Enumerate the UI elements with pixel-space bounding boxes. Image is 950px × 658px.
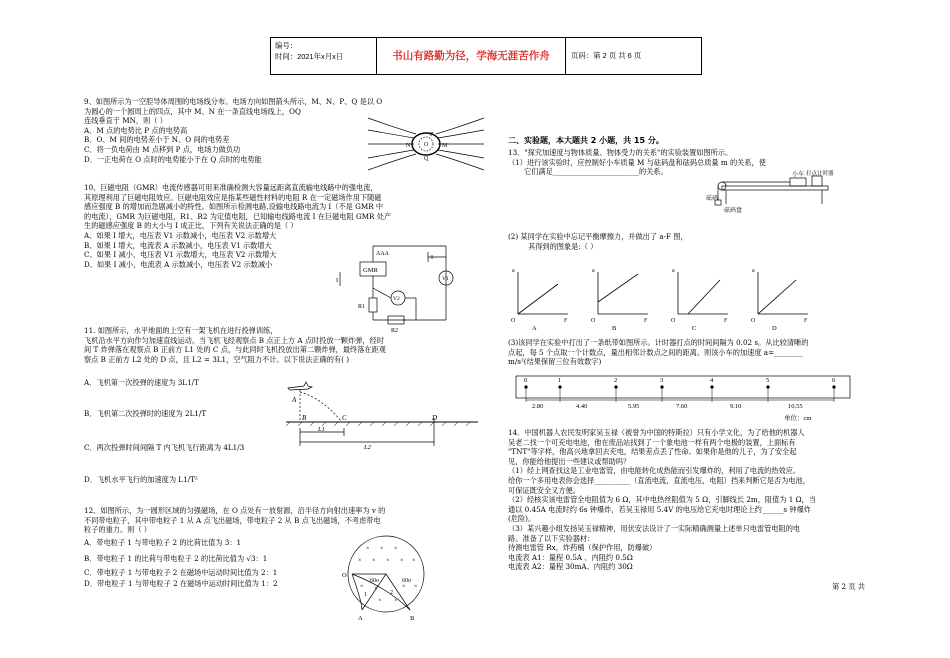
q14-line-9: 通以 0.45A 电流时约 6s 钟爆炸，若吴玉禄用 5.4V 的电压给它充电时理论上约______s 钟爆炸 xyxy=(508,504,811,514)
header-time-label: 时间：2021年x月x日 xyxy=(275,52,344,61)
q14-line-14: 电流表 A1：量程 0.5A 、内阻约 0.5Ω xyxy=(508,552,633,562)
q14-line-8: （2）经核实该电雷管全电阻值为 6 Ω，其中电热丝阻值为 5 Ω，引脚线长 2m，阻值为 1 Ω，当 xyxy=(508,495,816,505)
q13-part3 xyxy=(508,338,908,367)
q10-option-b: B、如果 I 增大，电流表 A 示数减小，电压表 V1 示数增大 xyxy=(84,240,272,250)
q9-label-q: Q xyxy=(424,156,429,162)
q10-label-v2: V2 xyxy=(393,296,400,302)
q12-option-c: C．带电粒子 1 与带电粒子 2 在磁场中运动时间比值为 2：1 xyxy=(84,568,278,577)
q12-label-b: B xyxy=(410,615,415,622)
svg-text:×: × xyxy=(414,584,418,590)
tape-unit: 单位：cm xyxy=(784,415,812,422)
q12-stem-1: 12、如图所示，为一圆形区域的匀强磁场，在 O 点处有一放射源，沿半径方向射出速率为 v 的 xyxy=(84,506,386,515)
svg-text:×: × xyxy=(400,558,404,564)
tape-point-5: 5 xyxy=(766,377,770,384)
header-motto: 书山有路勤为径，学海无涯苦作舟 xyxy=(377,38,566,74)
svg-text:×: × xyxy=(402,584,406,590)
graph-b-label: B xyxy=(612,325,617,332)
q13-label-timer: 打点计时器 xyxy=(806,171,834,177)
tape-dist-2: 4.40 xyxy=(576,403,588,410)
q14-line-15: 电流表 A2：量程 30mA、内阻约 30Ω xyxy=(508,562,633,572)
tape-point-4: 4 xyxy=(710,377,714,384)
q14-line-7: 可保证既安全又方便。 xyxy=(508,485,580,495)
q11-label-l1: L1 xyxy=(318,426,325,433)
q12-label-angle-2: 60o xyxy=(402,578,411,584)
q10-label-r1: R1 xyxy=(358,304,366,310)
q11-stem-2: 飞机沿水平方向作匀加速直线运动。当飞机飞经观察点 B 点正上方 A 点时投放一颗炸弹，经时 xyxy=(84,335,384,345)
graph-b-axis-f: F xyxy=(644,318,648,324)
q12-stem-3: 粒子的重力。则（ ） xyxy=(84,525,151,535)
q13-part1-a: （1）进行该实验时，应控制好小车质量 M 与砝码盘和砝码总质量 m 的关系，使 xyxy=(508,157,766,167)
graph-d-label: D xyxy=(772,325,777,332)
graph-c-origin: O xyxy=(671,318,676,324)
q10-label-aaa: AAA xyxy=(376,251,389,257)
q9-stem-2: 为圆心的一个圆周上的四点，其中 M、N 在一条直线电场线上，OQ xyxy=(84,106,301,116)
page-header xyxy=(270,37,702,75)
q13-label-cart: 小车 xyxy=(792,172,805,178)
q10-stem-1: 10、巨磁电阻（GMR）电流传感器可用来准确检测大容量远距离直流输电线路中的强电流， xyxy=(84,183,378,192)
q11-label-b: B xyxy=(302,414,307,422)
q9-label-m: M xyxy=(442,143,448,149)
q13-part2-b: 其得到的图象是:（ ） xyxy=(528,241,598,251)
q14-line-4: 见，你能给他提出一些建议或帮助吗？ xyxy=(508,456,631,466)
q9-option-d: D．一正电荷在 O 点时的电势能小于在 Q 点时的电势能 xyxy=(84,154,262,164)
q11-option-b: B．飞机第二次投弹时的速度为 2L1/T xyxy=(84,409,207,418)
q14-line-5: （1）经上网查找这是工业电雷管，由电能转化成热能而引发爆炸的，利用了电流的热效应。 xyxy=(508,466,801,476)
q12-option-b: B．带电粒子 1 的比荷与带电粒子 2 的比荷比值为 √3：1 xyxy=(84,554,268,563)
header-number-label: 编号： xyxy=(275,41,298,50)
q12-option-a: A．带电粒子 1 与带电粒子 2 的比荷比值为 3：1 xyxy=(84,538,242,547)
question-14 xyxy=(508,428,908,572)
q13-label-weight-tray: 砝码盘 xyxy=(724,208,743,214)
q10-stem-5: 生的磁感应强度 B 的大小与 I 成正比，下列有关说法正确的是（ ） xyxy=(84,221,298,231)
q11-label-d: D xyxy=(432,414,438,422)
q13-part3-a: (3)该同学在实验中打出了一条纸带如图所示。计时器打点的时间间隔为 0.02 s。从比较清晰的 xyxy=(508,338,809,347)
svg-text:×: × xyxy=(374,586,378,592)
q10-label-v1: V1 xyxy=(442,276,449,282)
q14-line-6: 给你一个多用电表你会选择__________（直流电流，直流电压，电阻）挡来判断它是否为电池， xyxy=(508,475,810,485)
q9-label-o: O xyxy=(424,142,429,148)
tape-dist-1: 2.80 xyxy=(532,403,544,410)
tape-dist-6: 10.55 xyxy=(788,403,803,410)
q11-stem-3: 间 T 炸弹落在观察点 B 正前方 L1 处的 C 点，与此同时飞机投放出第二颗炸弹，最终落在距观 xyxy=(84,345,386,355)
svg-text:×: × xyxy=(358,558,362,564)
tape-dist-5: 9.10 xyxy=(730,403,742,410)
q13-part2-a: (2) 某同学在实验中忘记平衡摩擦力，并做出了 a-F 图， xyxy=(508,232,688,241)
q9-option-a: A．M 点的电势比 P 点的电势高 xyxy=(84,125,188,135)
graph-d-axis-f: F xyxy=(804,318,808,324)
svg-text:×: × xyxy=(394,546,398,552)
graph-b-axis-a: a xyxy=(592,268,595,274)
svg-text:×: × xyxy=(394,598,398,604)
svg-text:×: × xyxy=(372,558,376,564)
q11-option-d: D．飞机水平飞行的加速度为 L1/T² xyxy=(84,475,198,484)
svg-text:×: × xyxy=(378,598,382,604)
svg-text:×: × xyxy=(366,546,370,552)
graph-a-label: A xyxy=(532,325,537,332)
q12-option-d: D．带电粒子 1 与带电粒子 2 在磁场中运动时间比值为 1：2 xyxy=(84,579,278,588)
q14-line-10: (危险)。 xyxy=(508,514,536,524)
tape-point-1: 1 xyxy=(558,377,562,384)
svg-text:×: × xyxy=(360,584,364,590)
q9-option-c: C．将一负电荷由 M 点移到 P 点，电场力做负功 xyxy=(84,144,241,154)
q14-line-11: （3）某兴趣小组发扬吴玉禄精神，用伏安法设计了一实际精确测量上述单只电雷管电阻的电 xyxy=(508,523,801,533)
q13-paper-tape xyxy=(512,368,852,422)
q12-label-1: 1 xyxy=(364,592,367,598)
graph-a-axis-a: a xyxy=(512,268,515,274)
q10-label-r2: R2 xyxy=(391,328,399,334)
tape-point-0: 0 xyxy=(524,377,528,384)
q10-option-c: C、如果 I 减小，电压表 V1 示数增大，电压表 V2 示数增大 xyxy=(84,250,277,260)
graph-d-axis-a: a xyxy=(752,268,755,274)
q10-label-i: I xyxy=(336,277,339,284)
svg-text:×: × xyxy=(412,558,416,564)
q10-circuit-figure xyxy=(336,242,458,334)
q12-label-angle-1: 60o xyxy=(370,578,379,584)
graph-c-axis-a: a xyxy=(672,268,675,274)
q9-label-p: P xyxy=(430,132,434,138)
q13-part2 xyxy=(508,232,838,251)
q13-apparatus-figure xyxy=(706,170,832,216)
q13-label-weights: 砝码 xyxy=(706,196,719,202)
q13-part3-c: m/s²(结果保留三位有效数字) xyxy=(508,357,602,367)
question-12 xyxy=(84,506,494,535)
graph-b-origin: O xyxy=(591,318,596,324)
q13-af-graphs xyxy=(508,262,808,332)
q10-option-d: D、如果 I 减小，电流表 A 示数减小，电压表 V2 示数减小 xyxy=(84,259,273,269)
tape-dist-4: 7.60 xyxy=(676,403,688,410)
q11-bomber-figure xyxy=(282,378,482,450)
graph-a-axis-f: F xyxy=(564,318,568,324)
q14-line-13: 待测电雷管 Rx，炸药桶（保护作用，防爆破） xyxy=(508,543,657,553)
tape-dist-3: 5.95 xyxy=(628,403,640,410)
q10-stem-2: 其原理利用了巨磁电阻效应。巨磁电阻效应是指某些磁性材料的电阻 R 在一定磁场作用下随磁 xyxy=(84,192,382,202)
q13-part1-b: 它们满足________________________的关系。 xyxy=(524,167,668,177)
q12-stem-2: 不同带电粒子，其中带电粒子 1 从 A 点飞出磁场，带电粒子 2 从 B 点飞出磁场，不考虑带电 xyxy=(84,515,381,525)
tape-point-3: 3 xyxy=(660,377,664,384)
q14-line-1: 14．中国机器人农民发明家吴玉禄（被誉为中国的特斯拉）只有小学文化，为了给他的机器人 xyxy=(508,428,805,437)
graph-d-origin: O xyxy=(751,318,756,324)
q13-stem: 13．"探究加速度与物体质量、物体受力的关系"的实验装置如图所示。 xyxy=(508,148,733,157)
tape-point-2: 2 xyxy=(614,377,618,384)
q9-stem-1: 9、如图所示为一空腔导体周围的电场线分布。电场方向如图箭头所示，M、N、P、Q 是以 O xyxy=(84,97,383,106)
header-page-info: 页码：第 2 页 共 6 页 xyxy=(571,51,642,60)
q11-label-c: C xyxy=(342,414,347,422)
q9-option-b: B．O、M 间的电势差小于 N、O 间的电势差 xyxy=(84,135,230,145)
q10-label-gmr: GMR xyxy=(363,267,378,274)
q14-line-3: "TNT"等字样，他高兴地拿回去充电，结果差点丢了性命。如果你是他的儿子，为了安全起 xyxy=(508,447,797,457)
q11-stem-1: 11. 如图所示，水平地面的上空有一架飞机在进行投弹训练， xyxy=(84,326,278,335)
section-experiment-title: 二、实验题，本大题共 2 小题，共 15 分。 xyxy=(508,136,664,145)
q11-label-a: A xyxy=(292,396,297,404)
q9-label-n: N xyxy=(406,143,411,149)
q11-option-c: C．两次投弹时间间隔 T 内飞机飞行距离为 4L1/3 xyxy=(84,443,245,452)
svg-text:×: × xyxy=(386,558,390,564)
q14-line-2: 吴老二找一个可充电电池，他在废品站找到了一个象电池一样有两个电极的装置，上面标有 xyxy=(508,437,796,447)
q12-label-o: O xyxy=(342,572,347,579)
graph-a-origin: O xyxy=(511,318,516,324)
graph-c-axis-f: F xyxy=(724,318,728,324)
tape-point-6: 6 xyxy=(832,377,836,384)
q13-part3-b: 点起，每 5 个点取一个计数点，量出相邻计数点之间的距离。则该小车的加速度 a=________ xyxy=(508,347,803,357)
q10-stem-3: 感应强度 B 的增加而急剧减小的特性。如图所示检测电路,设输电线路电流为 I（不是 GMR 中 xyxy=(84,202,384,212)
q9-field-figure xyxy=(366,110,486,180)
q12-magnetic-field-figure xyxy=(338,532,438,624)
question-11 xyxy=(84,326,494,364)
q9-stem-3: 连线垂直于 MN，则（ ） xyxy=(84,116,167,126)
q14-line-12: 路。准备了以下实验器材： xyxy=(508,533,595,543)
q10-stem-4: 的电流），GMR 为巨磁电阻，R1、R2 为定值电阻，已知输电线路电流 I 在巨磁电阻 GMR 处产 xyxy=(84,211,392,221)
q10-option-a: A、如果 I 增大，电压表 V1 示数减小，电压表 V2 示数增大 xyxy=(84,230,277,240)
svg-text:×: × xyxy=(380,546,384,552)
header-meta xyxy=(271,38,377,74)
page-footer: 第 2 页 共 xyxy=(832,582,865,591)
graph-c-label: C xyxy=(692,325,697,332)
q12-label-2: 2 xyxy=(390,590,393,596)
q11-stem-4: 察点 B 正前方 L2 处的 D 点，且 L2 = 3L1，空气阻力不计。以下说法正确的有( ) xyxy=(84,354,350,364)
q11-label-l2: L2 xyxy=(364,444,371,451)
q11-option-a: A．飞机第一次投弹的速度为 3L1/T xyxy=(84,378,199,387)
q12-label-a: A xyxy=(358,615,363,622)
